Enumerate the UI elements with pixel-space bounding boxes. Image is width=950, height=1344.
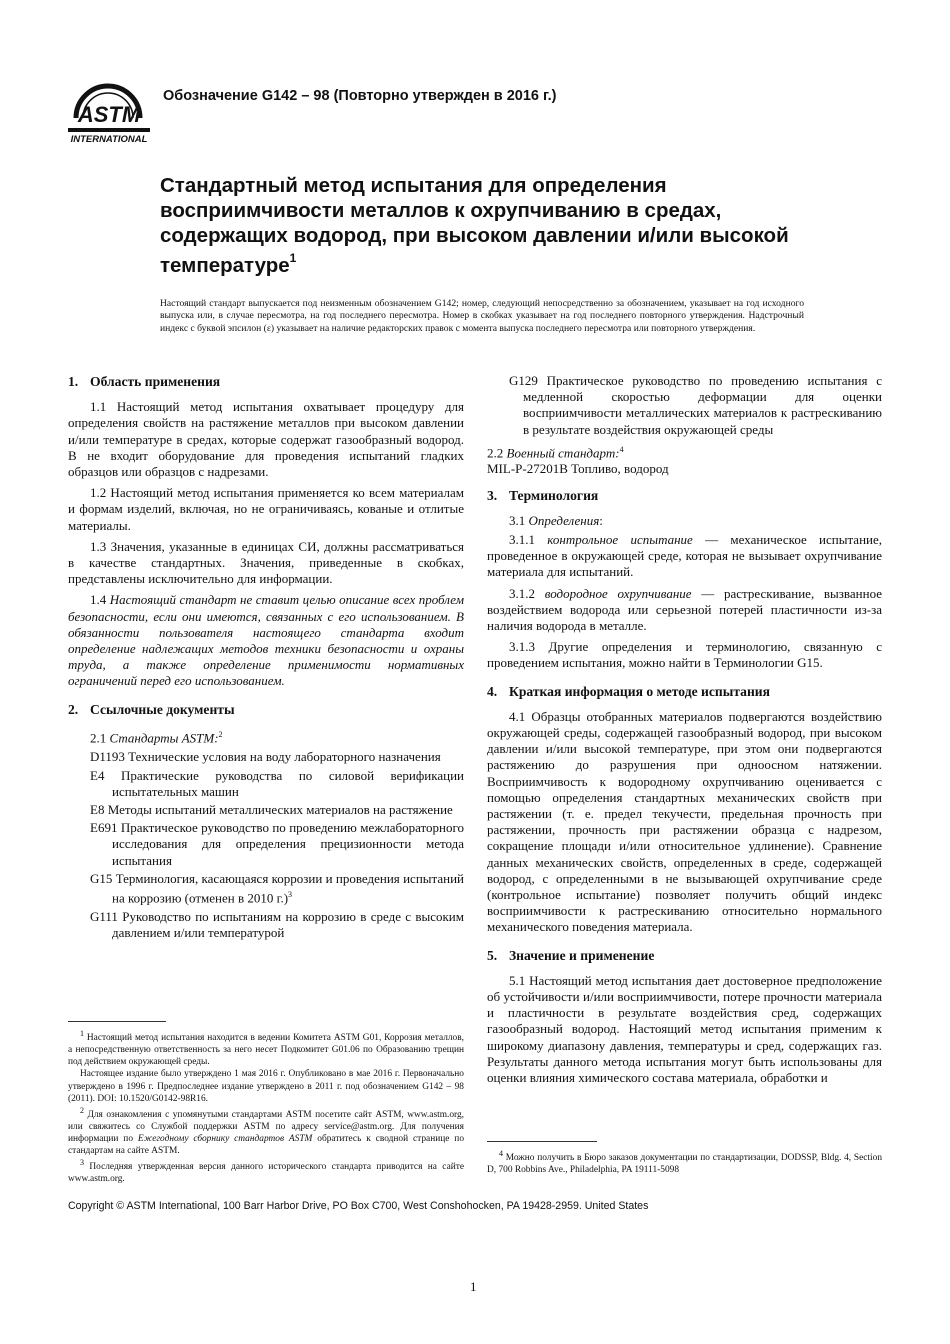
definition: 3.1.1 контрольное испытание — механическое испытание, проведенное в окружающей среде, которая не вызывает охрупчивание материала для испытаний. (487, 531, 883, 580)
paragraph: 1.2 Настоящий метод испытания применяется ко всем материалам и формам изделий, включая, но не ограничиваясь, кованые и отлитые материалы. (68, 485, 464, 533)
footnote: $^3$ Последняя утвержденная версия данного исторического стандарта приводится на сайте www.astm.org. (68, 1158, 464, 1185)
footnote-divider (487, 1141, 597, 1142)
left-column (68, 374, 464, 943)
subsection-label: 2.1 Стандарты ASTM:$^2$ (90, 729, 223, 746)
reference-item: G111 Руководство по испытаниям на коррозию в среде с высоким давлением и/или температурой (90, 908, 464, 940)
footnote: $^1$ Настоящий метод испытания находится в ведении Комитета ASTM G01, Коррозия металлов, а непосредственную ответственность за него несет Подкомитет G01.06 по Образованию трещин под действием окружающей среды. (68, 1029, 465, 1068)
footnote: $^4$ Можно получить в Бюро заказов документации по стандартизации, DODSSP, Bldg. 4, Section D, 700 Robbins Ave., Philadelphia, PA 19111-5098 (487, 1149, 883, 1176)
paragraph: 4.1 Образцы отобранных материалов подвергаются воздействию окружающей среды, содержащей газообразный водород, при высоком давлении и/или высокой температуре, при этом они подвергаются растяжению до разрушения при одноосном натяжении. Восприимчивость к водородному охрупчиванию оценивается с помощью определения стандартных механических свойств при растяжении (т. е. предел текучести, предельная прочность при растяжении, прочность при растяжении образца с надрезом, сокращение площади и/или относительное удлинение). Сравнение данных механических свойств, определенных в среде, содержащей водород, с определенными в не вызывающей охрупчивание среде (контрольное испытание) позволяет получить общий индекс восприимчивости к растрескиванию относительно нормального механического поведения материала. (487, 708, 882, 935)
section-heading: 3. Терминология (487, 487, 599, 503)
reference-item: E691 Практическое руководство по проведению межлабораторного исследования для определения прецизионности метода испытания (90, 820, 464, 868)
section-heading: 1. Область применения (68, 374, 221, 389)
right-column (487, 373, 882, 1091)
reference-item: G15 Терминология, касающаяся коррозии и проведения испытаний на коррозию (отменен в 2010 г.)$^3$ (90, 870, 464, 906)
definition: 3.1.2 водородное охрупчивание — растрескивание, вызванное воздействием водорода или серьезной потерей пластичности из-за наличия водорода в металле. (487, 585, 883, 633)
page-number: 1 (470, 1279, 477, 1294)
copyright: Copyright © ASTM International, 100 Barr Harbor Drive, PO Box C700, West Conshohocken, PA 19428-2959. United States (68, 1200, 649, 1212)
astm-logo-icon (66, 70, 152, 146)
svg-text:INTERNATIONAL: INTERNATIONAL (70, 134, 148, 145)
reference-item: E8 Методы испытаний металлических материалов на растяжение (90, 802, 453, 817)
reference-item: G129 Практическое руководство по проведению испытания с медленной скоростью деформации для оценки восприимчивости металлических материалов к растрескиванию в результате воздействия окружающей среды (509, 373, 882, 437)
reference-item: E4 Практические руководства по силовой верификации испытательных машин (90, 767, 464, 799)
footnote: $^2$ Для ознакомления с упомянутыми стандартами ASTM посетите сайт ASTM, www.astm.org, или свяжитесь со Службой поддержки ASTM по адресу service@astm.org. Для получения информации по Ежегодному сборнику стандартов ASTM обратитесь к сводной странице по стандартам на сайте ASTM. (68, 1105, 465, 1157)
subsection-label: 3.1 Определения: (509, 512, 603, 528)
paragraph: 1.4 Настоящий стандарт не ставит целью описание всех проблем безопасности, если они имеются, связанных с его использованием. В обязанности пользователя настоящего стандарта входит определение надлежащих методов техники безопасности и охраны труда, а также определение применимости нормативных ограничений перед его использованием. (68, 592, 464, 689)
paragraph: 1.3 Значения, указанные в единицах СИ, должны рассматриваться в качестве стандартных. Значения, приведенные в скобках, представлены исключительно для информации. (68, 538, 464, 587)
section-heading: 4. Краткая информация о методе испытания (487, 683, 770, 699)
reference-item: MIL-P-27201B Топливо, водород (487, 461, 669, 477)
reference-item: D1193 Технические условия на воду лабораторного назначения (90, 749, 441, 765)
paragraph: 5.1 Настоящий метод испытания дает достоверное предположение об устойчивости и/или восприимчивости, потере прочности материала и пластичности в результате воздействия сред, содержащих газообразный водород. Настоящий метод испытания применим к широкому диапазону давления, температуры и сред, содержащих газ. Результаты данного метода испытания могут быть использованы для оценки влияния химического состава материала, обработки и (487, 972, 882, 1086)
subsection-label: 2.2 Военный стандарт:$^4$ (487, 444, 624, 461)
paragraph: 3.1.3 Другие определения и терминологию, связанную с проведением испытания, можно найти в Терминологии G15. (487, 639, 882, 671)
page-title: Стандартный метод испытания для определения восприимчивости металлов к охрупчиванию в средах, содержащих водород, при высоком давлении и/или высокой температуре$^1$ (160, 174, 789, 277)
footnotes-right (487, 1141, 882, 1176)
footnotes (68, 1021, 464, 1186)
designation: Обозначение G142 – 98 (Повторно утвержден в 2016 г.) (163, 88, 557, 104)
edition-notice: Настоящий стандарт выпускается под неизменным обозначением G142; номер, следующий непосредственно за обозначением, указывает на год исходного выпуска или, в случае пересмотра, на год последнего пересмотра. Номер в скобках указывает на год последнего повторного утверждения. Надстрочный индекс с буквой эпсилон (ε) указывает на наличие редакторских правок с момента выпуска последнего пересмотра или повторного утверждения. (160, 298, 804, 334)
section-heading: 2. Ссылочные документы (68, 701, 235, 717)
svg-text:ASTM: ASTM (77, 102, 141, 127)
section-heading: 5. Значение и применение (487, 947, 655, 963)
footnote-divider (68, 1021, 166, 1022)
footnote: Настоящее издание было утверждено 1 мая 2016 г. Опубликовано в мае 2016 г. Первоначально утверждено в 1996 г. Предпоследнее издание утверждено в 2011 г. под обозначением G142 – 98 (2011). DOI: 10.1520/G0142-98R16. (68, 1069, 464, 1104)
paragraph: 1.1 Настоящий метод испытания охватывает процедуру для определения свойств на растяжение металлов при высоком давлении и/или температуре в средах, которые содержат газообразный водород. В не входит оборудование для проведения испытаний гладких образцов или образцов с надрезами. (68, 399, 464, 480)
